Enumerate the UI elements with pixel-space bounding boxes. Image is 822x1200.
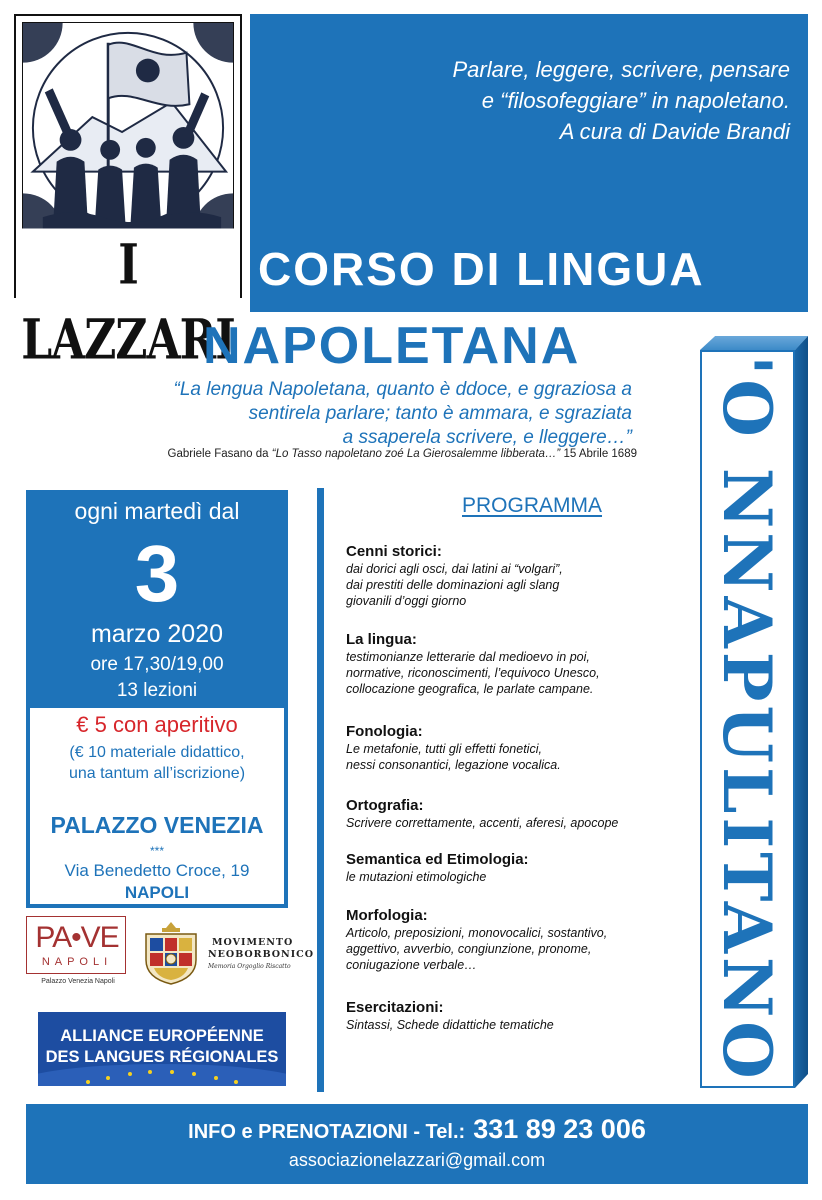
neoborbonico-logo-title bbox=[208, 937, 314, 961]
alliance-line: DES LANGUES RÉGIONALES bbox=[45, 1048, 279, 1066]
schedule-month: marzo 2020 bbox=[90, 620, 224, 648]
section-line: Articolo, preposizioni, monovocalici, sostantivo, bbox=[346, 926, 608, 940]
section-line: le mutazioni etimologiche bbox=[346, 870, 487, 884]
section-body bbox=[346, 1017, 696, 1033]
section-heading: Esercitazioni: bbox=[346, 999, 444, 1016]
section-body bbox=[346, 925, 696, 973]
price-box bbox=[30, 708, 284, 904]
section-heading: Cenni storici: bbox=[346, 543, 442, 560]
course-title: CORSO DI LINGUA bbox=[258, 243, 705, 295]
pave-logo-caption: Palazzo Venezia Napoli bbox=[41, 978, 115, 985]
section-body bbox=[346, 815, 696, 831]
section-heading: Semantica ed Etimologia: bbox=[346, 851, 529, 868]
venue-address bbox=[30, 860, 284, 904]
section-line: aggettivo, avverbio, congiunzione, pronome, bbox=[346, 942, 592, 956]
section-line: giovanili d’oggi giorno bbox=[346, 594, 467, 608]
section-line: dai prestiti delle dominazioni agli slang bbox=[346, 578, 560, 592]
pave-logo bbox=[26, 916, 130, 988]
section-heading: La lingua: bbox=[346, 631, 417, 648]
schedule-panel bbox=[26, 490, 288, 908]
price-note-line: una tantum all’iscrizione) bbox=[68, 765, 246, 782]
quote-line: “La lengua Napoletana, quanto è ddoce, e ggraziosa a bbox=[173, 379, 632, 400]
fasano-quote bbox=[112, 378, 632, 450]
venue-name: PALAZZO VENEZIA bbox=[50, 812, 264, 838]
section-heading: Fonologia: bbox=[346, 723, 423, 740]
section-line: nessi consonantici, legazione vocalica. bbox=[346, 758, 561, 772]
section-heading: Morfologia: bbox=[346, 907, 428, 924]
contact-email[interactable]: associazionelazzari@gmail.com bbox=[288, 1150, 546, 1170]
contact-label: INFO e PRENOTAZIONI - Tel.: bbox=[188, 1121, 466, 1143]
section-heading: Ortografia: bbox=[346, 797, 424, 814]
price-note-line: (€ 10 materiale didattico, bbox=[69, 744, 245, 761]
quote-source-author: Gabriele Fasano da bbox=[167, 448, 272, 460]
programma-section bbox=[346, 796, 696, 831]
address-city: NAPOLI bbox=[124, 883, 190, 902]
side-banner bbox=[700, 336, 808, 1088]
section-body bbox=[346, 869, 696, 885]
side-banner-side bbox=[795, 336, 808, 1088]
lazzari-logo bbox=[14, 14, 242, 373]
schedule-lessons: 13 lezioni bbox=[116, 680, 198, 701]
section-line: coniugazione verbale… bbox=[346, 958, 477, 972]
pave-logo-title: PA•VE bbox=[35, 921, 119, 954]
quote-line: a ssaperela scrivere, e lleggere…” bbox=[342, 427, 632, 448]
programma-section bbox=[346, 630, 696, 697]
section-line: Sintassi, Schede didattiche tematiche bbox=[346, 1018, 554, 1032]
programma-section bbox=[346, 850, 696, 885]
section-line: Le metafonie, tutti gli effetti fonetici, bbox=[346, 742, 542, 756]
header-tagline bbox=[453, 54, 791, 147]
section-body bbox=[346, 741, 696, 773]
venue-stars: *** bbox=[149, 844, 164, 858]
price: € 5 con aperitivo bbox=[76, 712, 238, 737]
alliance-logo-text bbox=[38, 1026, 286, 1068]
schedule-intro: ogni martedì dal bbox=[74, 498, 240, 524]
pave-logo-box bbox=[26, 916, 126, 974]
programma-section bbox=[346, 998, 696, 1033]
neoborbonico-line: NEOBORBONICO bbox=[208, 949, 315, 960]
tagline-line: e “filosofeggiare” in napoletano. bbox=[481, 88, 790, 113]
programma-section bbox=[346, 542, 696, 609]
address-street: Via Benedetto Croce, 19 bbox=[64, 861, 250, 880]
contact-footer bbox=[26, 1104, 808, 1184]
vertical-divider bbox=[317, 488, 324, 1092]
section-body bbox=[346, 649, 696, 697]
quote-source-work: “Lo Tasso napoletano zoé La Gierosalemme libberata…” bbox=[271, 448, 561, 460]
programma-section bbox=[346, 722, 696, 773]
schedule-day: 3 bbox=[134, 529, 180, 618]
tagline-line: Parlare, leggere, scrivere, pensare bbox=[452, 57, 790, 82]
course-title-napoletana: NAPOLETANA bbox=[203, 317, 581, 375]
quote-source bbox=[168, 448, 637, 460]
alliance-logo bbox=[38, 1012, 286, 1086]
alliance-line: ALLIANCE EUROPÉENNE bbox=[60, 1027, 264, 1045]
programma-title: PROGRAMMA bbox=[462, 494, 603, 517]
bourbon-crest-icon bbox=[140, 920, 202, 986]
side-banner-text: 'O NNAPULITANO bbox=[708, 355, 786, 1083]
schedule-hours: ore 17,30/19,00 bbox=[90, 654, 224, 675]
contact-info-line bbox=[26, 1114, 808, 1145]
section-line: collocazione geografica, le parlate campane. bbox=[346, 682, 594, 696]
quote-line: sentirela parlare; tanto è ammara, e sgraziata bbox=[248, 403, 632, 424]
section-line: dai dorici agli osci, dai latini ai “volgari”, bbox=[346, 562, 563, 576]
price-note bbox=[30, 742, 284, 784]
section-line: normative, riconoscimenti, l’equivoco Unesco, bbox=[346, 666, 600, 680]
section-line: testimonianze letterarie dal medioevo in poi, bbox=[346, 650, 590, 664]
section-body bbox=[346, 561, 696, 609]
lazzari-illustration-icon bbox=[22, 22, 234, 234]
quote-source-date: 15 Abrile 1689 bbox=[560, 448, 637, 460]
programma-section bbox=[346, 906, 696, 973]
neoborbonico-motto: Memoria Orgoglio Riscatto bbox=[208, 963, 291, 970]
neoborbonico-line: MOVIMENTO bbox=[212, 937, 294, 948]
contact-phone[interactable]: 331 89 23 006 bbox=[473, 1114, 646, 1144]
pave-logo-subtitle: NAPOLI bbox=[41, 956, 113, 968]
lazzari-logo-title: I LAZZARI bbox=[16, 229, 240, 304]
section-line: Scrivere correttamente, accenti, aferesi, apocope bbox=[346, 816, 619, 830]
side-banner-top bbox=[700, 336, 808, 350]
tagline-line: A cura di Davide Brandi bbox=[559, 119, 790, 144]
